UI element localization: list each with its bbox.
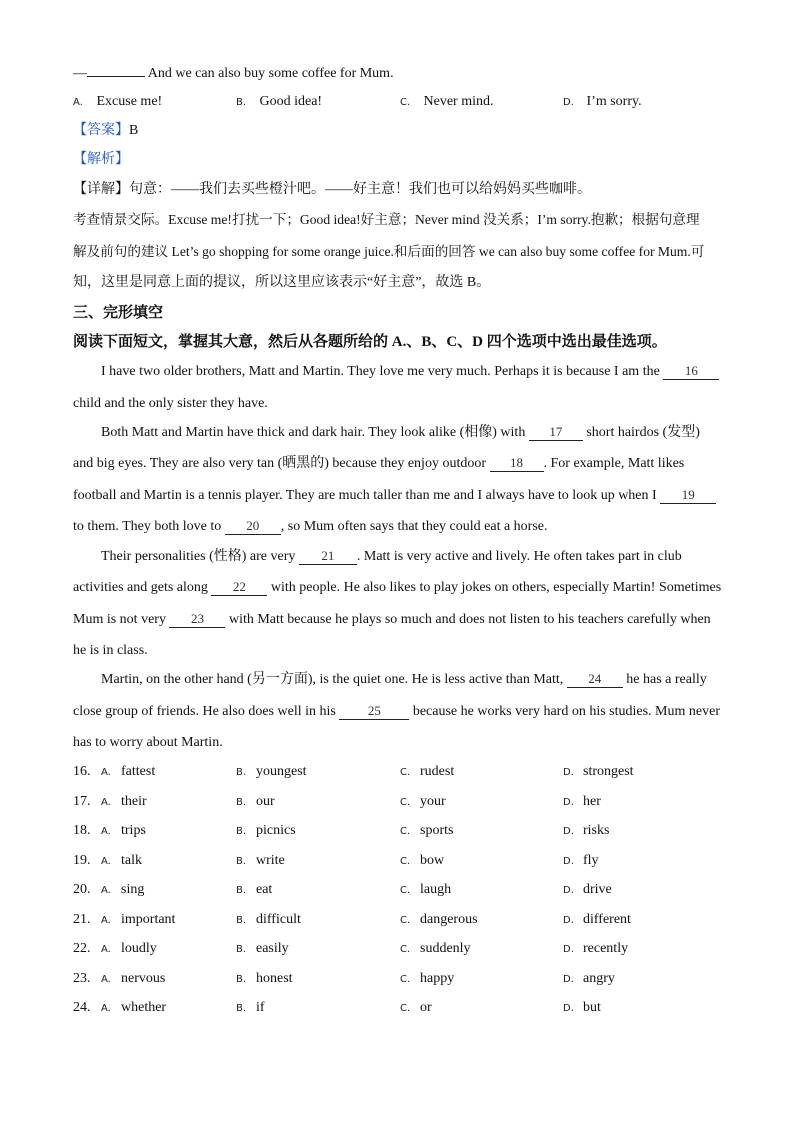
option-text: different bbox=[583, 912, 631, 927]
blank-24: 24 bbox=[567, 670, 623, 688]
option-text: risks bbox=[583, 823, 610, 838]
option-text: her bbox=[583, 794, 601, 809]
option-letter: A. bbox=[101, 915, 111, 926]
option-text: or bbox=[420, 1000, 432, 1015]
option-letter: A. bbox=[101, 944, 111, 955]
option-letter: B. bbox=[236, 915, 247, 926]
option-letter: C. bbox=[400, 974, 411, 985]
question-option bbox=[563, 939, 628, 960]
option-letter: D. bbox=[563, 1003, 574, 1014]
option-letter: D. bbox=[563, 944, 574, 955]
answer-line bbox=[73, 121, 138, 141]
option-text: drive bbox=[583, 882, 612, 897]
question-option bbox=[236, 821, 296, 842]
question-option bbox=[101, 939, 157, 960]
passage-line-12: close group of friends. He also does well in his 25 because he works very hard on his studies. Mum never bbox=[73, 703, 720, 719]
question-option bbox=[400, 762, 454, 783]
question-option bbox=[563, 998, 601, 1019]
blank-19: 19 bbox=[660, 486, 716, 504]
dash-prefix: — bbox=[73, 66, 87, 81]
prev-question-text: And we can also buy some coffee for Mum. bbox=[147, 66, 394, 81]
passage-line-13: has to worry about Martin. bbox=[73, 735, 223, 750]
detail-line-4: 知，这里是同意上面的提议，所以这里应该表示“好主意”，故选 B。 bbox=[73, 275, 491, 290]
option-letter: C. bbox=[400, 767, 411, 778]
option-text: our bbox=[256, 794, 275, 809]
question-option bbox=[236, 792, 275, 813]
option-letter: D. bbox=[563, 767, 574, 778]
blank-17: 17 bbox=[529, 423, 583, 441]
option-text: difficult bbox=[256, 912, 301, 927]
prev-option-c: C. Never mind. bbox=[400, 94, 494, 109]
question-option bbox=[400, 969, 454, 990]
question-option bbox=[563, 851, 599, 872]
option-letter: D. bbox=[563, 826, 574, 837]
blank-20: 20 bbox=[225, 517, 281, 535]
passage-line-4: and big eyes. They are also very tan (晒黑的) because they enjoy outdoor 18 . For example, Matt likes bbox=[73, 455, 685, 471]
question-number: 16. bbox=[73, 764, 91, 779]
option-text: youngest bbox=[256, 764, 307, 779]
blank-25: 25 bbox=[339, 702, 409, 720]
detail-label: 【详解】 bbox=[73, 182, 129, 197]
option-text: rudest bbox=[420, 764, 455, 779]
blank-23: 23 bbox=[169, 610, 225, 628]
blank-22: 22 bbox=[211, 578, 267, 596]
option-text: eat bbox=[256, 882, 273, 897]
detail-line-2: 考查情景交际。Excuse me!打扰一下；Good idea!好主意；Never mind 没关系；I’m sorry.抱歉；根据句意理 bbox=[73, 212, 700, 227]
option-letter: D. bbox=[563, 915, 574, 926]
option-text: laugh bbox=[420, 882, 452, 897]
question-option bbox=[236, 851, 285, 872]
option-letter: A. bbox=[101, 1003, 111, 1014]
option-letter: B. bbox=[236, 856, 247, 867]
question-option bbox=[236, 880, 272, 901]
blank-18: 18 bbox=[490, 454, 544, 472]
question-number: 21. bbox=[73, 912, 91, 927]
question-option bbox=[236, 998, 265, 1019]
option-text: recently bbox=[583, 941, 629, 956]
option-text: sing bbox=[121, 882, 145, 897]
passage-line-2: child and the only sister they have. bbox=[73, 396, 268, 411]
question-option bbox=[400, 821, 453, 842]
question-option bbox=[400, 998, 432, 1019]
option-letter: C. bbox=[400, 797, 411, 808]
option-text: easily bbox=[256, 941, 289, 956]
option-letter: B. bbox=[236, 797, 247, 808]
option-text: fly bbox=[583, 853, 599, 868]
question-number: 22. bbox=[73, 941, 91, 956]
option-text: sports bbox=[420, 823, 454, 838]
question-option bbox=[101, 880, 144, 901]
option-letter: B. bbox=[236, 767, 247, 778]
option-text: happy bbox=[420, 971, 455, 986]
section-title: 三、完形填空 bbox=[73, 305, 164, 321]
question-number: 17. bbox=[73, 794, 91, 809]
passage-line-10: he is in class. bbox=[73, 643, 148, 658]
passage-line-5: football and Martin is a tennis player. They are much taller than me and I always have to look up when I 19 bbox=[73, 486, 716, 506]
answer-value: B bbox=[129, 123, 139, 138]
question-option bbox=[400, 851, 444, 872]
option-text: write bbox=[256, 853, 285, 868]
question-option bbox=[563, 969, 615, 990]
option-letter: B. bbox=[236, 1003, 247, 1014]
option-letter: C. bbox=[400, 1003, 411, 1014]
question-option bbox=[236, 762, 307, 783]
passage-line-6: to them. They both love to 20 , so Mum often says that they could eat a horse. bbox=[73, 518, 548, 534]
analysis-label: 【解析】 bbox=[73, 152, 129, 167]
option-text: dangerous bbox=[420, 912, 478, 927]
blank-21: 21 bbox=[299, 547, 357, 565]
option-text: bow bbox=[420, 853, 445, 868]
answer-blank bbox=[87, 62, 145, 77]
passage-line-11: Martin, on the other hand (另一方面), is the quiet one. He is less active than Matt, 24 he has a really bbox=[101, 671, 707, 687]
option-text: strongest bbox=[583, 764, 634, 779]
option-text: whether bbox=[121, 1000, 167, 1015]
option-letter: C. bbox=[400, 885, 411, 896]
option-letter: D. bbox=[563, 797, 574, 808]
question-option bbox=[236, 910, 301, 931]
option-text: if bbox=[256, 1000, 265, 1015]
passage-line-1: I have two older brothers, Matt and Martin. They love me very much. Perhaps it is because I am the 16 bbox=[101, 362, 719, 382]
question-option bbox=[400, 880, 451, 901]
blank-16: 16 bbox=[663, 362, 719, 380]
option-text: honest bbox=[256, 971, 293, 986]
question-number: 24. bbox=[73, 1000, 91, 1015]
option-letter: C. bbox=[400, 915, 411, 926]
question-number: 18. bbox=[73, 823, 91, 838]
prev-question-line bbox=[73, 62, 394, 84]
option-text: their bbox=[121, 794, 147, 809]
section-instruction: 阅读下面短文，掌握其大意，然后从各题所给的 A.、B、C、D 四个选项中选出最佳选项。 bbox=[73, 334, 667, 350]
question-option bbox=[236, 969, 293, 990]
question-option bbox=[101, 792, 147, 813]
option-text: angry bbox=[583, 971, 615, 986]
prev-option-d: D. I’m sorry. bbox=[563, 94, 642, 109]
question-option bbox=[563, 762, 634, 783]
option-letter: C. bbox=[400, 826, 411, 837]
option-letter: A. bbox=[101, 767, 111, 778]
question-option bbox=[101, 821, 146, 842]
option-text: loudly bbox=[121, 941, 157, 956]
option-text: fattest bbox=[121, 764, 156, 779]
answer-label: 【答案】 bbox=[73, 123, 129, 138]
option-letter: A. bbox=[101, 826, 111, 837]
option-letter: B. bbox=[236, 826, 247, 837]
passage-line-9: Mum is not very 23 with Matt because he plays so much and does not listen to his teachers carefully when bbox=[73, 611, 711, 627]
question-option bbox=[563, 821, 609, 842]
option-text: nervous bbox=[121, 971, 166, 986]
question-number: 20. bbox=[73, 882, 91, 897]
option-text: important bbox=[121, 912, 176, 927]
question-option bbox=[101, 969, 165, 990]
question-option bbox=[101, 762, 155, 783]
question-number: 23. bbox=[73, 971, 91, 986]
detail-line-1: 【详解】句意：——我们去买些橙汁吧。——好主意！我们也可以给妈妈买些咖啡。 bbox=[73, 182, 591, 197]
question-option bbox=[563, 792, 601, 813]
question-option bbox=[400, 792, 446, 813]
option-letter: A. bbox=[101, 797, 111, 808]
question-option bbox=[101, 910, 175, 931]
option-text: trips bbox=[121, 823, 146, 838]
question-option bbox=[236, 939, 289, 960]
passage-line-8: activities and gets along 22 with people. He also likes to play jokes on others, especially Martin! Sometimes bbox=[73, 579, 722, 595]
option-letter: B. bbox=[236, 885, 247, 896]
option-letter: A. bbox=[101, 856, 111, 867]
option-letter: B. bbox=[236, 944, 247, 955]
option-letter: C. bbox=[400, 856, 411, 867]
option-letter: A. bbox=[101, 974, 111, 985]
question-option bbox=[101, 998, 166, 1019]
option-text: your bbox=[420, 794, 446, 809]
passage-line-3: Both Matt and Martin have thick and dark hair. They look alike (相像) with 17 short hairdos (发型) bbox=[101, 424, 700, 440]
question-option bbox=[400, 910, 478, 931]
passage-line-7: Their personalities (性格) are very 21 . Matt is very active and lively. He often takes part in club bbox=[101, 548, 682, 564]
detail-line-3: 解及前句的建议 Let’s go shopping for some orange juice.和后面的回答 we can also buy some coffee for Mum.可 bbox=[73, 244, 705, 259]
question-option bbox=[400, 939, 471, 960]
option-letter: D. bbox=[563, 885, 574, 896]
option-text: picnics bbox=[256, 823, 296, 838]
option-letter: A. bbox=[101, 885, 111, 896]
option-text: but bbox=[583, 1000, 601, 1015]
option-text: talk bbox=[121, 853, 142, 868]
prev-option-a: A. Excuse me! bbox=[73, 94, 163, 109]
question-option bbox=[563, 910, 631, 931]
option-letter: C. bbox=[400, 944, 411, 955]
question-option bbox=[563, 880, 612, 901]
option-letter: B. bbox=[236, 974, 247, 985]
question-number: 19. bbox=[73, 853, 91, 868]
option-letter: D. bbox=[563, 856, 574, 867]
option-text: suddenly bbox=[420, 941, 471, 956]
prev-option-b: B. Good idea! bbox=[236, 94, 323, 109]
option-letter: D. bbox=[563, 974, 574, 985]
question-option bbox=[101, 851, 142, 872]
